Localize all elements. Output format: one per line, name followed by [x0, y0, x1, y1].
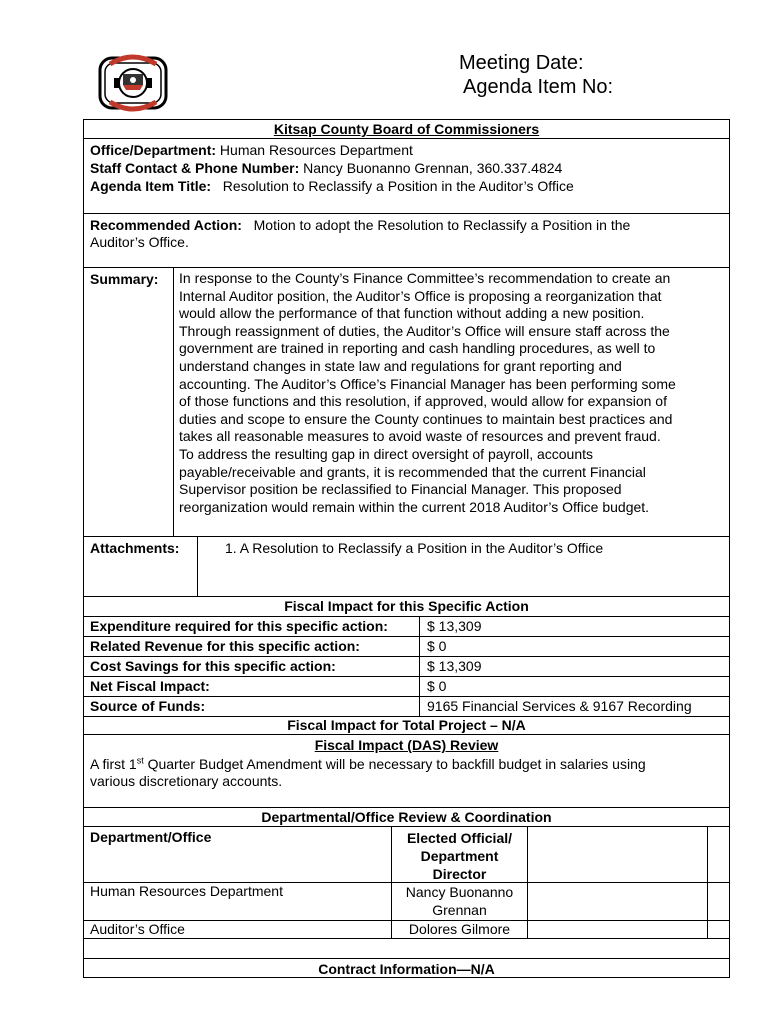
county-seal-logo	[96, 50, 170, 116]
official-line: Grennan	[432, 902, 487, 918]
divider	[84, 636, 729, 637]
review-official-auditor: Dolores Gilmore	[408, 921, 511, 937]
summary-line: To address the resulting gap in direct oversight of payroll, accounts	[179, 445, 594, 462]
fiscal-value-net: $ 0	[427, 678, 447, 694]
divider	[527, 826, 528, 938]
summary-line: Supervisor position be reclassified to Financial Manager. This proposed	[179, 481, 622, 498]
summary-line: takes all reasonable measures to avoid waste of resources and prevent fraud.	[179, 428, 661, 445]
summary-line: of those functions and this resolution, if approved, would allow for expansion of	[179, 393, 667, 410]
board-title: Kitsap County Board of Commissioners	[273, 121, 540, 137]
fiscal-value-savings: $ 13,309	[427, 658, 482, 674]
contact-value: Nancy Buonanno Grennan, 360.337.4824	[303, 160, 563, 176]
total-project-heading: Fiscal Impact for Total Project – N/A	[287, 717, 526, 733]
summary-label: Summary:	[90, 271, 159, 287]
meeting-date-label: Meeting Date:	[459, 52, 584, 74]
fiscal-label-revenue: Related Revenue for this specific action:	[90, 638, 360, 654]
summary-line: understand changes in state law and regulations for grant reporting and	[179, 357, 622, 374]
divider	[84, 826, 729, 827]
recommended-action-row	[90, 217, 630, 234]
divider	[197, 536, 198, 596]
fiscal-value-expenditure: $ 13,309	[427, 618, 482, 634]
fiscal-impact-heading: Fiscal Impact for this Specific Action	[284, 598, 529, 614]
divider	[84, 958, 729, 959]
divider	[84, 213, 729, 214]
divider	[173, 267, 174, 536]
divider	[84, 807, 729, 808]
col-department-office: Department/Office	[90, 829, 212, 845]
staff-contact-row	[90, 160, 562, 177]
summary-line: In response to the County’s Finance Committee’s recommendation to create an	[179, 270, 671, 286]
contact-label: Staff Contact & Phone Number:	[90, 160, 300, 176]
summary-line: duties and scope to ensure the County continues to maintain best practices and	[179, 410, 673, 427]
col-elected-line: Elected Official/	[406, 830, 513, 846]
summary-line: would allow the performance of that function without adding a new position.	[179, 305, 645, 322]
office-value: Human Resources Department	[219, 142, 413, 158]
divider	[84, 536, 729, 537]
divider	[84, 938, 729, 939]
attachment-item: 1. A Resolution to Reclassify a Position in the Auditor’s Office	[225, 540, 604, 556]
recommended-text-cont: Auditor’s Office.	[90, 234, 189, 250]
summary-text	[179, 270, 724, 516]
title-value: Resolution to Reclassify a Position in the Auditor’s Office	[222, 178, 574, 194]
divider	[419, 616, 420, 716]
summary-line: government are trained in reporting and cash handling procedures, as well to	[179, 340, 656, 357]
divider	[84, 267, 729, 268]
fiscal-value-source: 9165 Financial Services & 9167 Recording	[427, 698, 692, 714]
review-dept-hr: Human Resources Department	[90, 883, 283, 899]
divider	[84, 734, 729, 735]
agenda-form	[83, 119, 730, 978]
das-text-a: A first 1	[90, 756, 137, 772]
divider	[84, 696, 729, 697]
summary-line: Through reassignment of duties, the Auditor’s Office will ensure staff across the	[179, 322, 670, 339]
fiscal-label-expenditure: Expenditure required for this specific action:	[90, 618, 388, 634]
summary-line: Internal Auditor position, the Auditor’s Office is proposing a reorganization that	[179, 287, 662, 304]
das-review-text	[90, 756, 646, 773]
fiscal-label-net: Net Fiscal Impact:	[90, 678, 210, 694]
col-elected-line: Department	[420, 848, 499, 864]
fiscal-value-revenue: $ 0	[427, 638, 447, 654]
das-review-heading: Fiscal Impact (DAS) Review	[314, 737, 499, 753]
summary-line: payable/receivable and grants, it is recommended that the current Financial	[179, 463, 646, 480]
fiscal-label-source: Source of Funds:	[90, 698, 206, 714]
agenda-item-title-row	[90, 178, 574, 195]
das-text-sup: st	[136, 755, 144, 766]
title-label: Agenda Item Title:	[90, 178, 212, 194]
official-line: Nancy Buonanno	[405, 884, 514, 900]
col-elected-official	[392, 829, 527, 883]
divider	[84, 676, 729, 677]
das-review-text-cont: various discretionary accounts.	[90, 773, 283, 789]
attachments-label: Attachments:	[90, 540, 180, 556]
review-official-hr	[392, 883, 527, 919]
divider	[84, 138, 729, 139]
das-text-b: Quarter Budget Amendment will be necessary to backfill budget in salaries using	[143, 756, 646, 772]
fiscal-label-savings: Cost Savings for this specific action:	[90, 658, 336, 674]
summary-line: accounting. The Auditor’s Office’s Financial Manager has been performing some	[179, 375, 676, 392]
recommended-label: Recommended Action:	[90, 217, 242, 233]
summary-line: reorganization would remain within the current 2018 Auditor’s Office budget.	[179, 498, 650, 515]
office-label: Office/Department:	[90, 142, 217, 158]
col-elected-line: Director	[432, 866, 487, 882]
agenda-item-label: Agenda Item No:	[463, 76, 614, 98]
review-dept-auditor: Auditor’s Office	[90, 921, 185, 937]
divider	[707, 826, 708, 938]
recommended-text: Motion to adopt the Resolution to Reclassify a Position in the	[253, 217, 631, 233]
review-coordination-heading: Departmental/Office Review & Coordination	[261, 809, 552, 825]
divider	[84, 656, 729, 657]
divider	[84, 596, 729, 597]
contract-information: Contract Information—N/A	[318, 961, 495, 977]
office-department-row	[90, 142, 413, 159]
divider	[84, 616, 729, 617]
